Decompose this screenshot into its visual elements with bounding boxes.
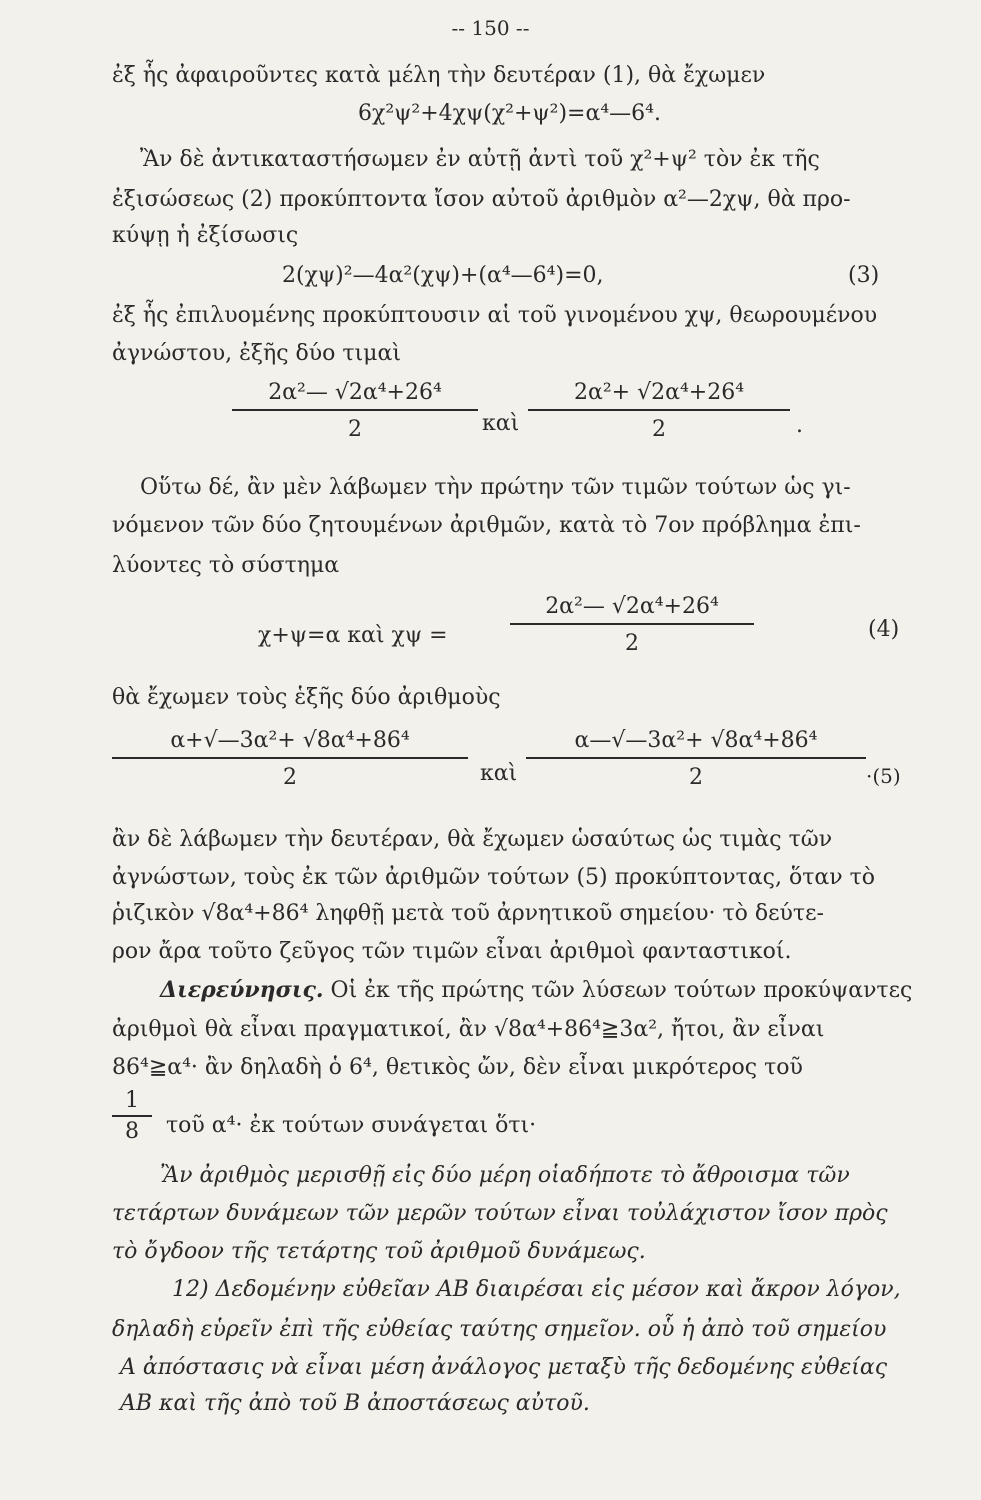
fraction-denominator: 2 (625, 631, 639, 656)
text-line: τοῦ α⁴· ἐκ τούτων συνάγεται ὅτι· (166, 1113, 537, 1138)
text-line: Οὕτω δέ, ἂν μὲν λάβωμεν τὴν πρώτην τῶν τιμῶν τούτων ὡς γι- (140, 475, 851, 500)
fraction-numerator: 1 (125, 1088, 139, 1113)
conjunction: καὶ (480, 761, 518, 786)
text-line: ρον ἄρα τοῦτο ζεῦγος τῶν τιμῶν εἶναι ἀριθμοὶ φανταστικοί. (112, 939, 792, 964)
fraction-denominator: 2 (652, 417, 666, 442)
text-line: ἂν δὲ λάβωμεν τὴν δευτέραν, θὰ ἔχωμεν ὡσαύτως ὡς τιμὰς τῶν (112, 827, 833, 852)
period: . (796, 413, 803, 438)
problem-line: δηλαδὴ εὑρεῖν ἐπὶ τῆς εὐθείας ταύτης σημεῖον. οὗ ἡ ἀπὸ τοῦ σημείου (112, 1317, 887, 1342)
page-number: -- 150 -- (451, 16, 530, 40)
problem-line: Α ἀπόστασις νὰ εἶναι μέση ἀνάλογος μεταξὺ τῆς δεδομένης εὐθείας (120, 1355, 888, 1380)
problem-line: 12) Δεδομένην εὐθεῖαν ΑΒ διαιρέσαι εἰς μέσον καὶ ἄκρον λόγον, (172, 1277, 901, 1302)
fraction-numerator: 2α²— √2α⁴+26⁴ (545, 594, 719, 619)
fraction-numerator: 2α²— √2α⁴+26⁴ (268, 380, 442, 405)
equation-number-3: (3) (848, 263, 880, 288)
fraction-one-eighth (112, 1088, 152, 1144)
fraction-value-4 (112, 728, 468, 790)
text-line: νόμενον τῶν δύο ζητουμένων ἀριθμῶν, κατὰ τὸ 7ον πρόβλημα ἐπι- (112, 513, 861, 538)
fraction-value-3 (510, 594, 754, 656)
fraction-denominator: 2 (689, 765, 703, 790)
equation-1: 6χ²ψ²+4χψ(χ²+ψ²)=α⁴—6⁴. (358, 101, 661, 126)
section-heading: Διερεύνησις. (160, 977, 324, 1003)
equation-number-4: (4) (868, 617, 900, 642)
text-line: ἐξισώσεως (2) προκύπτοντα ἴσον αὐτοῦ ἀριθμὸν α²—2χψ, θὰ προ- (112, 187, 851, 212)
conjunction: καὶ (482, 411, 520, 436)
theorem-line: τετάρτων δυνάμεων τῶν μερῶν τούτων εἶναι τοὐλάχιστον ἴσον πρὸς (112, 1201, 888, 1226)
text-line: 86⁴≧α⁴· ἂν δηλαδὴ ὁ 6⁴, θετικὸς ὤν, δὲν εἶναι μικρότερος τοῦ (112, 1055, 803, 1080)
theorem-line: τὸ ὄγδοον τῆς τετάρτης τοῦ ἀριθμοῦ δυνάμεως. (112, 1239, 646, 1264)
fraction-value-2 (528, 380, 790, 442)
text-line: Ἂν δὲ ἀντικαταστήσωμεν ἐν αὐτῇ ἀντὶ τοῦ χ²+ψ² τὸν ἐκ τῆς (140, 147, 820, 172)
text-line: ἀγνώστου, ἐξῆς δύο τιμαὶ (112, 341, 401, 366)
text-span: Οἱ ἐκ τῆς πρώτης τῶν λύσεων τούτων προκύψαντες (323, 978, 913, 1003)
text-line (160, 976, 912, 1005)
equation-number-5: ·(5) (866, 764, 901, 788)
fraction-denominator: 2 (348, 417, 362, 442)
fraction-value-1 (232, 380, 478, 442)
system-left: χ+ψ=α καὶ χψ = (258, 623, 448, 648)
text-line: λύοντες τὸ σύστημα (112, 553, 340, 578)
text-line: ῥιζικὸν √8α⁴+86⁴ ληφθῇ μετὰ τοῦ ἀρνητικοῦ σημείου· τὸ δεύτε- (112, 901, 824, 926)
problem-line: ΑΒ καὶ τῆς ἀπὸ τοῦ Β ἀποστάσεως αὐτοῦ. (120, 1391, 590, 1416)
fraction-numerator: α—√—3α²+ √8α⁴+86⁴ (574, 728, 818, 753)
text-line: ἐξ ἧς ἐπιλυομένης προκύπτουσιν αἱ τοῦ γινομένου χψ, θεωρουμένου (112, 303, 878, 328)
fraction-value-5 (526, 728, 866, 790)
text-line: ἀριθμοὶ θὰ εἶναι πραγματικοί, ἂν √8α⁴+86⁴≧3α², ἤτοι, ἂν εἶναι (112, 1017, 825, 1042)
text-line: ἐξ ἧς ἀφαιροῦντες κατὰ μέλη τὴν δευτέραν (1), θὰ ἔχωμεν (112, 63, 766, 88)
fraction-denominator: 8 (125, 1119, 139, 1144)
text-line: κύψῃ ἡ ἐξίσωσις (112, 223, 299, 248)
theorem-line: Ἂν ἀριθμὸς μερισθῇ εἰς δύο μέρη οἱαδήποτε τὸ ἄθροισμα τῶν (160, 1163, 850, 1188)
text-line: θὰ ἔχωμεν τοὺς ἑξῆς δύο ἀριθμοὺς (112, 685, 501, 710)
fraction-numerator: α+√—3α²+ √8α⁴+86⁴ (170, 728, 410, 753)
fraction-denominator: 2 (283, 765, 297, 790)
fraction-numerator: 2α²+ √2α⁴+26⁴ (573, 380, 745, 405)
text-line: ἀγνώστων, τοὺς ἐκ τῶν ἀριθμῶν τούτων (5) προκύπτοντας, ὅταν τὸ (112, 865, 876, 890)
equation-3: 2(χψ)²—4α²(χψ)+(α⁴—6⁴)=0, (282, 263, 604, 288)
